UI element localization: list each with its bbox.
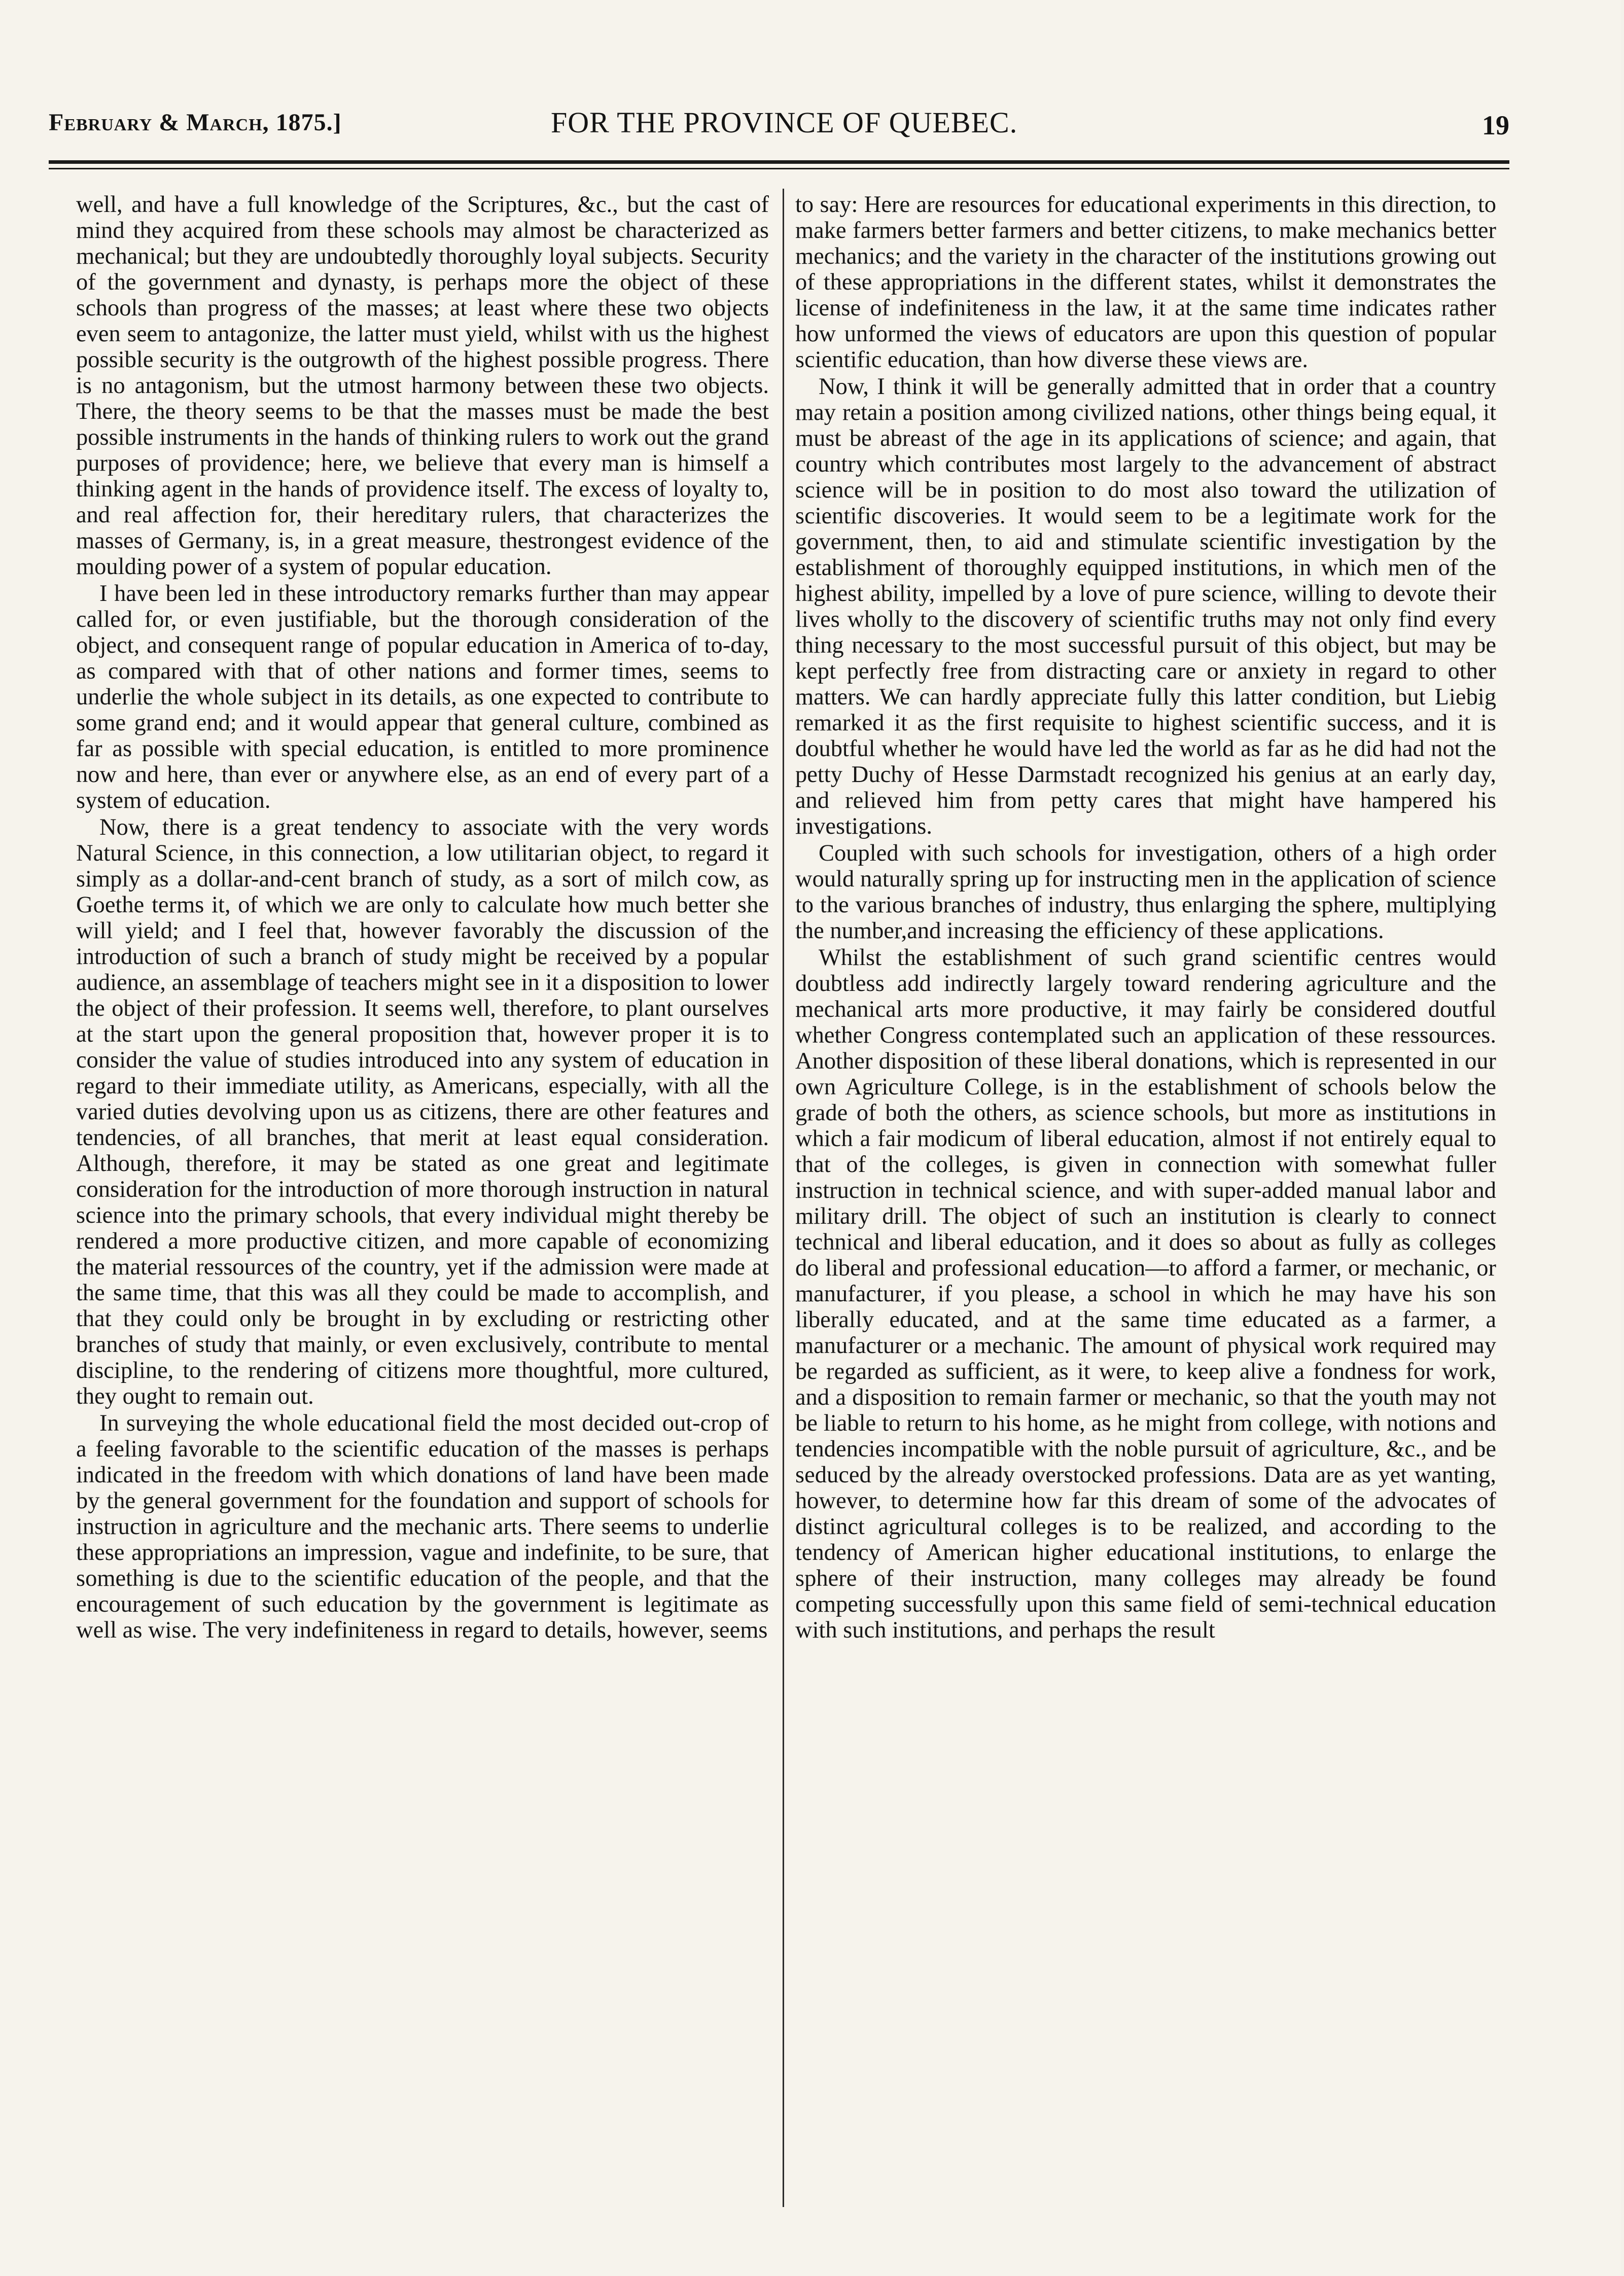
paragraph: I have been led in these introductory remarks further than may appear called for, or even justifiable, but the thorough consideration of the object, and consequent range of popular education in America of to-day, as compared with that of other nations and former times, seems to underlie the whole subject in its details, as one expected to contribute to some grand end; and it would appear that general culture, combined as far as possible with special education, is entitled to more prominence now and here, than ever or anywhere else, as an end of every part of a system of education. [76,581,769,813]
header-rule-thick [49,160,1509,164]
right-column [795,192,1496,1644]
paragraph: In surveying the whole educational field the most decided out-crop of a feeling favorable to the scientific education of the masses is perhaps indicated in the freedom with which donations of land have been made by the general government for the foundation and support of schools for instruction in agriculture and the mechanic arts. There seems to underlie these appropriations an impression, vague and indefinite, to be sure, that something is due to the scientific education of the people, and that the encouragement of such education by the government is legitimate as well as wise. The very indefiniteness in regard to details, however, seems [76,1410,769,1643]
header-rule-thin [49,168,1509,169]
paragraph: Now, there is a great tendency to associate with the very words Natural Science, in this connection, a low utilitarian object, to regard it simply as a dollar-and-cent branch of study, as a sort of milch cow, as Goethe terms it, of which we are only to calculate how much better she will yield; and I feel that, however favorably the discussion of the introduction of such a branch of study might be received by a popular audience, an assemblage of teachers might see in it a disposition to lower the object of their profession. It seems well, therefore, to plant ourselves at the start upon the general proposition that, however proper it is to consider the value of studies introduced into any system of education in regard to their immediate utility, as Americans, especially, with all the varied duties devolving upon us as citizens, there are other features and tendencies, of all branches, that merit at least equal consideration. Although, therefore, it may be stated as one great and legitimate consideration for the introduction of more thorough instruction in natural science into the primary schools, that every individual might thereby be rendered a more productive citizen, and more capable of economizing the material ressources of the country, yet if the admission were made at the same time, that this was all they could be made to accomplish, and that they could only be brought in by excluding or restricting other branches of study that mainly, or even exclusively, contribute to mental discipline, to the rendering of citizens more thoughtful, more cultured, they ought to remain out. [76,814,769,1409]
paragraph: to say: Here are resources for educational experiments in this direction, to make farmers better farmers and better citizens, to make mechanics better mechanics; and the variety in the character of the institutions growing out of these appropriations in the different states, whilst it demonstrates the license of indefiniteness in the law, it at the same time indicates rather how unformed the views of educators are upon this question of popular scientific education, than how diverse these views are. [795,192,1496,373]
paragraph: well, and have a full knowledge of the Scriptures, &c., but the cast of mind they acquired from these schools may almost be characterized as mechanical; but they are undoubtedly thoroughly loyal subjects. Security of the government and dynasty, is perhaps more the object of these schools than progress of the masses; at least where these two objects even seem to antagonize, the latter must yield, whilst with us the highest possible security is the outgrowth of the highest possible progress. There is no antagonism, but the utmost harmony between these two objects. There, the theory seems to be that the masses must be made the best possible instruments in the hands of thinking rulers to work out the grand purposes of providence; here, we believe that every man is himself a thinking agent in the hands of providence itself. The excess of loyalty to, and real affection for, their hereditary rulers, that characterizes the masses of Germany, is, in a great measure, thestrongest evidence of the moulding power of a system of popular education. [76,192,769,580]
page-number: 19 [1482,110,1509,140]
issue-date: February & March, 1875.] [49,109,342,136]
left-column [76,192,769,1644]
journal-title: FOR THE PROVINCE OF QUEBEC. [551,106,1018,139]
column-divider [783,189,784,2207]
paragraph: Coupled with such schools for investigation, others of a high order would naturally spring up for instructing men in the application of science to the various branches of industry, thus enlarging the sphere, multiplying the number,and increasing the efficiency of these applications. [795,840,1496,944]
running-header [49,101,1509,147]
paragraph: Now, I think it will be generally admitted that in order that a country may retain a position among civilized nations, other things being equal, it must be abreast of the age in its applications of science; and again, that country which contributes most largely to the advancement of abstract science will be in position to do most also toward the utilization of scientific discoveries. It would seem to be a legitimate work for the government, then, to aid and stimulate scientific investigation by the establishment of thoroughly equipped institutions, in which men of the highest ability, impelled by a love of pure science, willing to devote their lives wholly to the discovery of scientific truths may not only find every thing necessary to the most successful pursuit of this object, but may be kept perfectly free from distracting care or anxiety in regard to other matters. We can hardly appreciate fully this latter condition, but Liebig remarked it as the first requisite to highest scientific success, and it is doubtful whether he would have led the world as far as he did had not the petty Duchy of Hesse Darmstadt recognized his genius at an early day, and relieved him from petty cares that might have hampered his investigations. [795,374,1496,839]
paragraph: Whilst the establishment of such grand scientific centres would doubtless add indirectly largely toward rendering agriculture and the mechanical arts more productive, it may fairly be considered doutful whether Congress contemplated such an application of these ressources. Another disposition of these liberal donations, which is represented in our own Agriculture College, is in the establishment of schools below the grade of both the others, as science schools, but more as institutions in which a fair modicum of liberal education, almost if not entirely equal to that of the colleges, is given in connection with somewhat fuller instruction in technical science, and with super-added manual labor and military drill. The object of such an institution is clearly to connect technical and liberal education, and it does so about as fully as colleges do liberal and professional education—to afford a farmer, or mechanic, or manufacturer, if you please, a school in which he may have his son liberally educated, and at the same time educated as a farmer, a manufacturer or a mechanic. The amount of physical work required may be regarded as sufficient, as it were, to keep alive a fondness for work, and a disposition to remain farmer or mechanic, so that the youth may not be liable to return to his home, as he might from college, with notions and tendencies incompatible with the noble pursuit of agriculture, &c., and be seduced by the already overstocked professions. Data are as yet wanting, however, to determine how far this dream of some of the advocates of distinct agricultural colleges is to be realized, and according to the tendency of American higher educational institutions, to enlarge the sphere of their instruction, many colleges may already be found competing successfully upon this same field of semi-technical education with such institutions, and perhaps the result [795,945,1496,1643]
